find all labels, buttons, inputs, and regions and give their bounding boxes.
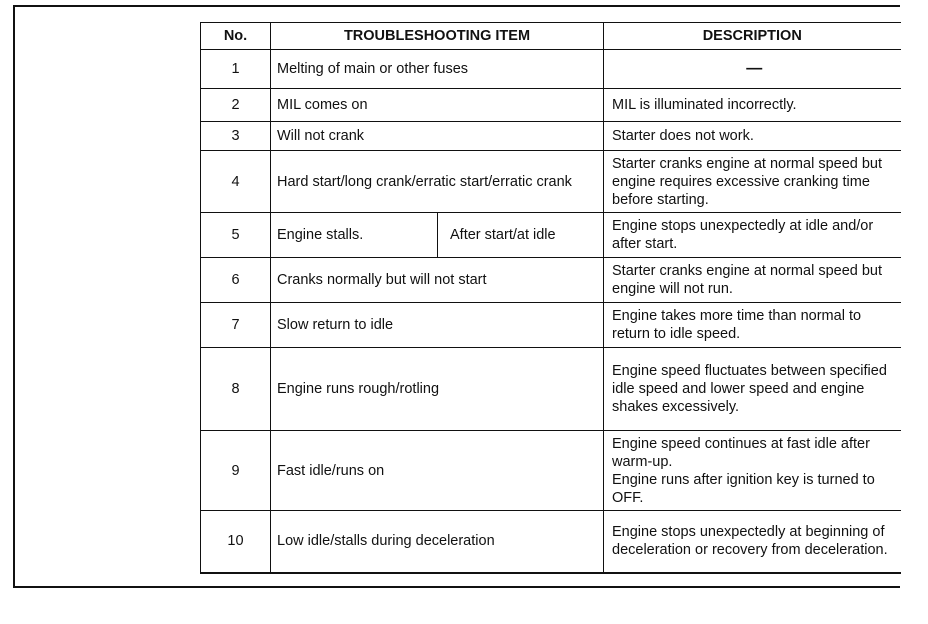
row-number: 4: [201, 151, 271, 213]
row-description: Starter cranks engine at normal speed but engine will not run.: [604, 258, 901, 303]
header-description: DESCRIPTION: [604, 23, 901, 50]
row-description-line: Engine speed continues at fast idle after warm-up.: [612, 435, 870, 470]
table-row: [201, 151, 901, 213]
row-number: 3: [201, 122, 271, 151]
row-description: Engine speed fluctuates between specified idle speed and lower speed and engine shakes excessively.: [604, 348, 901, 431]
table-row: [201, 89, 901, 122]
table-row: [201, 258, 901, 303]
row-description: —: [604, 50, 901, 89]
row-number: 6: [201, 258, 271, 303]
row-number: 2: [201, 89, 271, 122]
row-description: Engine stops unexpectedly at idle and/or after start.: [604, 213, 901, 258]
row-item: Engine stalls.: [271, 213, 438, 258]
row-sub-item: After start/at idle: [438, 213, 604, 258]
row-number: 9: [201, 431, 271, 511]
table-row: [201, 50, 901, 89]
row-description: Engine stops unexpectedly at beginning of deceleration or recovery from deceleration.: [604, 511, 901, 573]
row-description: Engine takes more time than normal to return to idle speed.: [604, 303, 901, 348]
row-description: [604, 431, 901, 511]
table-row: [201, 348, 901, 431]
row-description: MIL is illuminated incorrectly.: [604, 89, 901, 122]
row-number: 8: [201, 348, 271, 431]
header-troubleshooting-item: TROUBLESHOOTING ITEM: [271, 23, 604, 50]
row-number: 5: [201, 213, 271, 258]
row-number: 7: [201, 303, 271, 348]
header-no: No.: [201, 23, 271, 50]
row-description-line: Engine runs after ignition key is turned to OFF.: [612, 471, 875, 506]
row-number: 1: [201, 50, 271, 89]
row-item: Hard start/long crank/erratic start/erratic crank: [271, 151, 604, 213]
row-description: Starter cranks engine at normal speed but engine requires excessive cranking time before starting.: [604, 151, 901, 213]
table-row: [201, 122, 901, 151]
row-item: MIL comes on: [271, 89, 604, 122]
row-item: Low idle/stalls during deceleration: [271, 511, 604, 573]
row-number: 10: [201, 511, 271, 573]
row-item: Slow return to idle: [271, 303, 604, 348]
table-row: [201, 213, 901, 258]
row-item: Fast idle/runs on: [271, 431, 604, 511]
table-header-row: [201, 23, 901, 50]
row-item: Will not crank: [271, 122, 604, 151]
row-item: Melting of main or other fuses: [271, 50, 604, 89]
row-item: Engine runs rough/rotling: [271, 348, 604, 431]
table-row: [201, 303, 901, 348]
table-row: [201, 511, 901, 573]
row-item: Cranks normally but will not start: [271, 258, 604, 303]
table-row: [201, 431, 901, 511]
troubleshooting-table: [200, 22, 901, 574]
row-description: Starter does not work.: [604, 122, 901, 151]
